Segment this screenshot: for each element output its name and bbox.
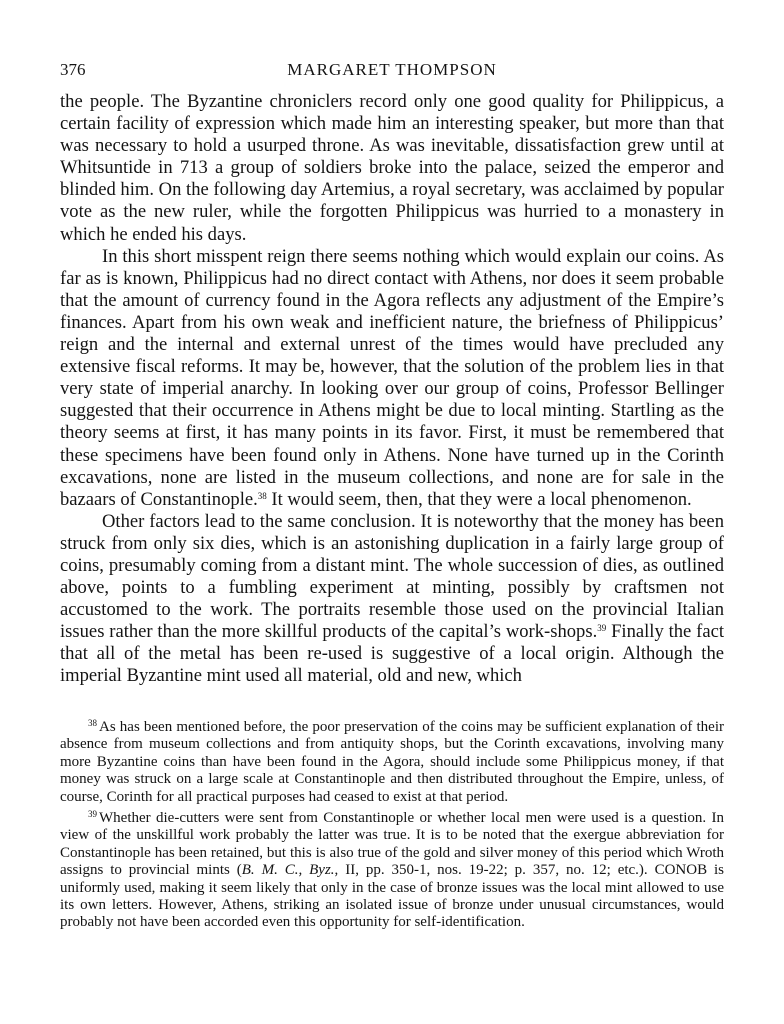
- footnote-38: [60, 715, 724, 806]
- footnote-ref-39[interactable]: 39: [597, 623, 607, 634]
- footnote-39-mark: 39: [88, 809, 97, 820]
- footnote-39-citation: B. M. C., Byz.: [241, 862, 335, 879]
- footnote-38-text: As has been mentioned before, the poor preservation of the coins may be sufficient explanation of their absence from museum collections and from antiquity shops, but the Corinth excavations, involving many more Byzantine coins than have been found in the Agora, should include some Philippicus money, if that money was struck on a large scale at Constantinople and then distributed throughout the Empire, unless, of course, Corinth for all practical purposes had ceased to exist at that period.: [60, 719, 724, 805]
- footnote-39-text-a: Whether die-cutters were sent from Constantinople or whether local men were used is a question. In view of the unskillful work probably the latter was true. It is to be noted that the exergue abbreviation for Constantinople has been retained, but this is also true of the gold and silver money of this period which Wroth assigns to provincial mints (: [60, 810, 724, 879]
- main-text: [60, 91, 724, 688]
- paragraph-3: [60, 511, 724, 688]
- paragraph-2-text-b: It would seem, then, that they were a local phenomenon.: [266, 488, 692, 510]
- footnotes: [60, 715, 724, 932]
- footnote-39-text-b: , II, pp. 350-1, nos. 19-22; p. 357, no. 12; etc.). CONOB is uniformly used, making it seem likely that only in the case of bronze issues was the local mint allowed to use its own letters. However, Athens, striking an isolated issue of bronze under unusual circumstances, would probably not have been accorded even this opportunity for self-identification.: [60, 862, 724, 931]
- running-title: MARGARET THOMPSON: [287, 60, 497, 79]
- footnote-ref-38[interactable]: 38: [257, 490, 267, 501]
- paragraph-3-text-a: Other factors lead to the same conclusion. It is noteworthy that the money has been struck from only six dies, which is an astonishing duplication in a fairly large group of coins, presumably coming from a distant mint. The whole succession of dies, as outlined above, points to a fumbling experiment at minting, possibly by craftsmen not accustomed to the work. The portraits resemble those used on the provincial Italian issues rather than the more skillful products of the capital’s work-shops.: [60, 510, 724, 643]
- paragraph-3-text-b: Finally the fact that all of the metal has been re-used is suggestive of a local origin. Although the imperial Byzantine mint used all material, old and new, which: [60, 621, 724, 687]
- paragraph-2: [60, 246, 724, 511]
- paragraph-2-text-a: In this short misspent reign there seems nothing which would explain our coins. As far as is known, Philippicus had no direct contact with Athens, nor does it seem probable that the amount of currency found in the Agora reflects any adjustment of the Empire’s finances. Apart from his own weak and inefficient nature, the briefness of Philippicus’ reign and the internal and external unrest of the times would have precluded any extensive fiscal reforms. It may be, however, that the solution of the problem lies in that very state of imperial anarchy. In looking over our group of coins, Professor Bellinger suggested that their occurrence in Athens might be due to local minting. Startling as the theory seems at first, it has many points in its favor. First, it must be remembered that these specimens have been found only in Athens. None have turned up in the Corinth excavations, none are listed in the museum collections, and none are for sale in the bazaars of Constantinople.: [60, 245, 724, 510]
- page-header: [60, 60, 724, 84]
- page-number: 376: [60, 60, 86, 79]
- paragraph-1: the people. The Byzantine chroniclers record only one good quality for Philippicus, a certain facility of expression which made him an interesting speaker, but more than that was necessary to hold a usurped throne. As was inevitable, dissatisfaction grew until at Whitsuntide in 713 a group of soldiers broke into the palace, seized the emperor and blinded him. On the following day Artemius, a royal secretary, was acclaimed by popular vote as the new ruler, while the forgotten Philippicus was hurried to a monastery in which he ended his days.: [60, 91, 724, 245]
- footnote-38-mark: 38: [88, 718, 97, 728]
- footnote-39: [60, 806, 724, 932]
